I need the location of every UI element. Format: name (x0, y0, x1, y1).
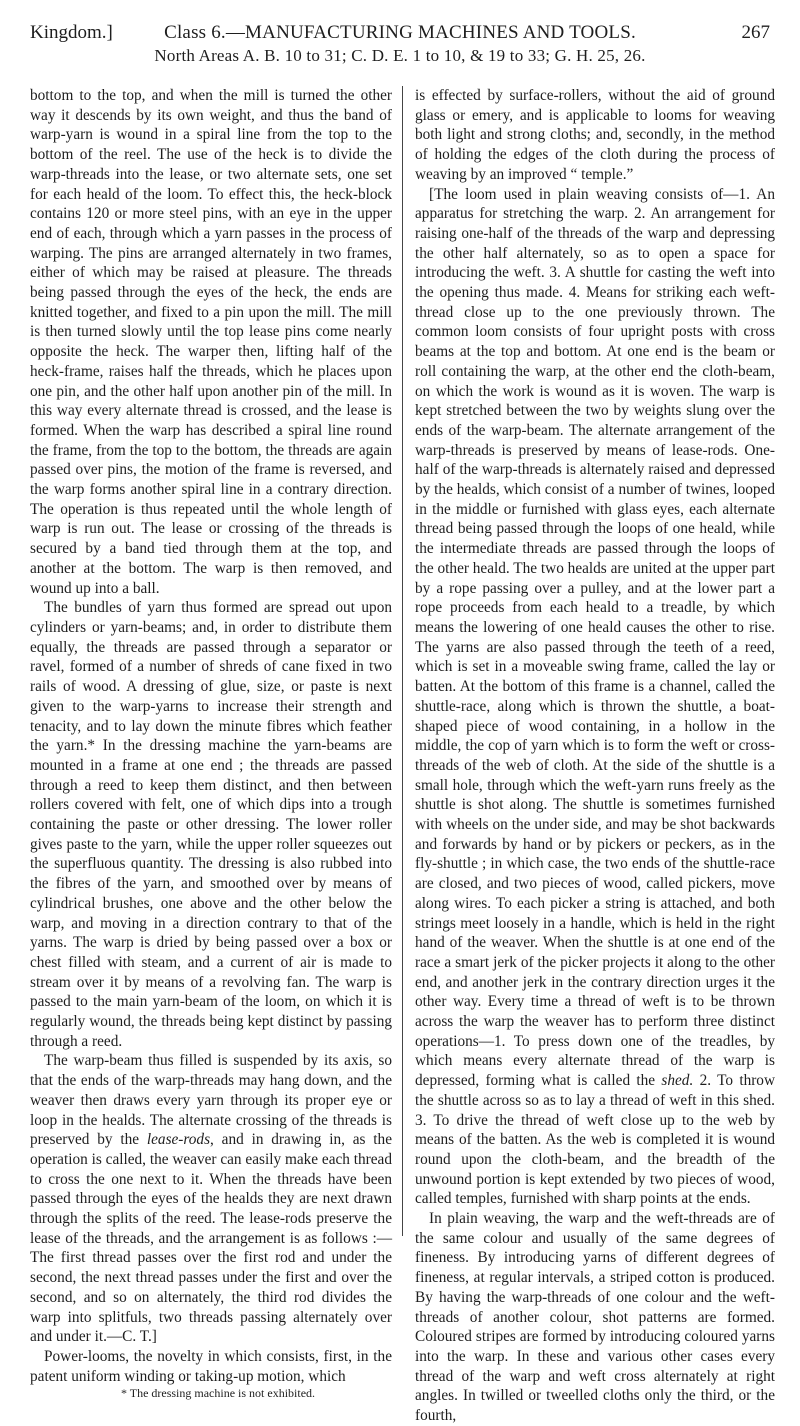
page-title: Class 6.—MANUFACTURING MACHINES AND TOOLS. (164, 22, 636, 43)
paragraph: bottom to the top, and when the mill is turned the other way it descends by its own weight, and thus the band of warp-yarn is wound in a spiral line from the top to the bottom of the reel. The use of the heck is to divide the warp-threads into the lease, or two alternate sets, one set for each heald of the loom. To effect this, the heck-block contains 120 or more steel pins, with an eye in the upper end of each, through which a yarn passes in the process of warping. The pins are arranged alternately in two frames, either of which may be raised at pleasure. The threads being passed through the eyes of the heck, the ends are knitted together, and fixed to a pin upon the mill. The mill is then turned slowly until the top lease pins come nearly opposite the heck. The warper then, lifting half of the heck-frame, raises half the threads, which he places upon one pin, and the other half upon another pin of the mill. In this way every alternate thread is crossed, and the lease is formed. When the warp has described a spiral line round the frame, from the top to the bottom, the threads are again passed over pins, the motion of the frame is reversed, and the warp forms another spiral line in a contrary direction. The operation is thus repeated until the whole length of warp is run out. The lease or crossing of the threads is secured by a band tied through them at the top, and another at the bottom. The warp is then removed, and wound up into a ball. (30, 87, 392, 597)
italic-term: shed. (661, 1072, 694, 1090)
footnote: * The dressing machine is not exhibited. (120, 1386, 316, 1401)
paragraph: In plain weaving, the warp and the weft-threads are of the same colour and usually of the same degrees of fineness. By introducing yarns of different degrees of fineness, at regular intervals, a striped cotton is produced. By having the warp-threads of one colour and the weft-threads of another colour, shot patterns are formed. Coloured stripes are formed by introducing coloured yarns into the warp. In these and various other cases every thread of the warp and weft cross alternately at right angles. In twilled or tweelled cloths only the third, or the fourth, (415, 1210, 775, 1425)
italic-term: lease-rods (146, 1131, 211, 1149)
text-run: [The loom used in plain weaving consists of—1. An apparatus for stretching the warp. 2. An arrangement for raising one-half of the threads of the warp and depressing the other half alternately, so as to open a space for introducing the weft. 3. A shuttle for casting the weft into the opening thus made. 4. Means for striking each weft-thread close up to the one previously thrown. The common loom consists of four upright posts with cross beams at the top and bottom. At one end is the beam or roll containing the warp, at the other end the cloth-beam, on which the work is wound as it is woven. The warp is kept stretched between the two by weights slung over the ends of the warp-beam. The alternate arrangement of the warp-threads is preserved by means of lease-rods. One-half of the warp-threads is alternately raised and depressed by the healds, which consist of a number of twines, looped in the middle or furnished with glass eyes, each alternate thread being passed through the loops of one heald, while the intermediate threads are passed through the loops of the other heald. The two healds are united at the upper part by a rope passing over a pulley, and at the lower part a rope proceeds from each heald to a treadle, by which means the lowering of one heald causes the other to rise. The yarns are also passed through the teeth of a reed, which is set in a moveable swing frame, called the lay or batten. At the bottom of this frame is a channel, called the shuttle-race, along which is thrown the shuttle, a boat-shaped piece of wood containing, in a hollow in the middle, the cop of yarn which is to form the weft or cross-threads of the web of cloth. At the side of the shuttle is a small hole, through which the weft-yarn runs freely as the shuttle is shot along. The shuttle is sometimes furnished with wheels on the under side, and may be shot backwards and forwards by hand or by pickers or peckers, as in the fly-shuttle ; in which case, the two ends of the shuttle-race are closed, and two pieces of wood, called pickers, move along wires. To each picker a string is attached, and both strings meet loosely in a handle, which is held in the right hand of the weaver. When the shuttle is at one end of the race a smart jerk of the picker projects it along to the other end, and another jerk in the contrary direction urges it the other way. Every time a thread of weft is to be thrown across the warp the weaver has to perform three distinct operations—1. To press down one of the treadles, by which means every alternate thread of the warp is depressed, forming what is called the (415, 185, 775, 1090)
paragraph: is effected by surface-rollers, without the aid of ground glass or emery, and is applicable to looms for weaving both light and strong cloths; and, secondly, in the method of holding the edges of the cloth during the process of weaving by an improved “ temple.” (415, 87, 775, 183)
column-divider (402, 86, 403, 1236)
left-column (30, 86, 392, 1401)
paragraph: Power-looms, the novelty in which consists, first, in the patent uniform winding or taking-up motion, which (30, 1348, 392, 1385)
right-column (415, 86, 775, 1426)
page-number: 267 (741, 22, 770, 43)
paragraph (415, 185, 775, 1210)
paragraph (30, 1051, 392, 1347)
text-run: The warp-beam thus filled is suspended by its axis, so that the ends of the warp-threads may hang down, and the weaver then draws every yarn through its proper eye or loop in the healds. The alternate crossing of the threads is preserved by the (30, 1052, 392, 1149)
page-header (30, 22, 770, 76)
paragraph: The bundles of yarn thus formed are spread out upon cylinders or yarn-beams; and, in order to distribute them equally, the threads are passed through a separator or ravel, formed of a number of shreds of cane fixed in two rails of wood. A dressing of glue, size, or paste is next given to the warp-yarns to increase their strength and tenacity, and to lay down the minute fibres which feather the yarn.* In the dressing machine the yarn-beams are mounted in a frame at one end ; the threads are passed through a reed to keep them distinct, and then between rollers covered with felt, one of which dips into a trough containing the paste or other dressing. The lower roller gives paste to the yarn, while the upper roller squeezes out the superfluous quantity. The dressing is also rubbed into the fibres of the yarn, and smoothed over by means of cylindrical brushes, one above and the other below the warp, and moving in a direction contrary to that of the yarns. The warp is dried by being passed over a box or chest filled with steam, and a current of air is made to stream over it by means of a revolving fan. The warp is passed to the main yarn-beam of the loom, on which it is regularly wound, the threads being kept distinct by passing through a reed. (30, 599, 392, 1050)
text-run: , and in drawing in, as the operation is called, the weaver can easily make each thread to cross the one next to it. When the threads have been passed through the eyes of the healds they are next drawn through the splits of the reed. The lease-rods preserve the lease of the threads, and the arrangement is as follows :—The first thread passes over the first rod and under the second, the next thread passes under the first and over the second, and so on alternately, the third rod divides the warp into splitfuls, two threads passing alternately over and under it.—C. T.] (30, 1131, 392, 1346)
text-run: 2. To throw the shuttle across so as to lay a thread of weft in this shed. 3. To drive the thread of weft close up to the web by means of the batten. As the web is completed it is wound round upon the cloth-beam, and the breadth of the unwound portion is kept extended by two pieces of wood, called temples, furnished with sharp points at the ends. (415, 1072, 776, 1208)
page-subtitle: North Areas A. B. 10 to 31; C. D. E. 1 to 10, & 19 to 33; G. H. 25, 26. (154, 46, 646, 65)
section-label: Kingdom.] (30, 22, 113, 43)
